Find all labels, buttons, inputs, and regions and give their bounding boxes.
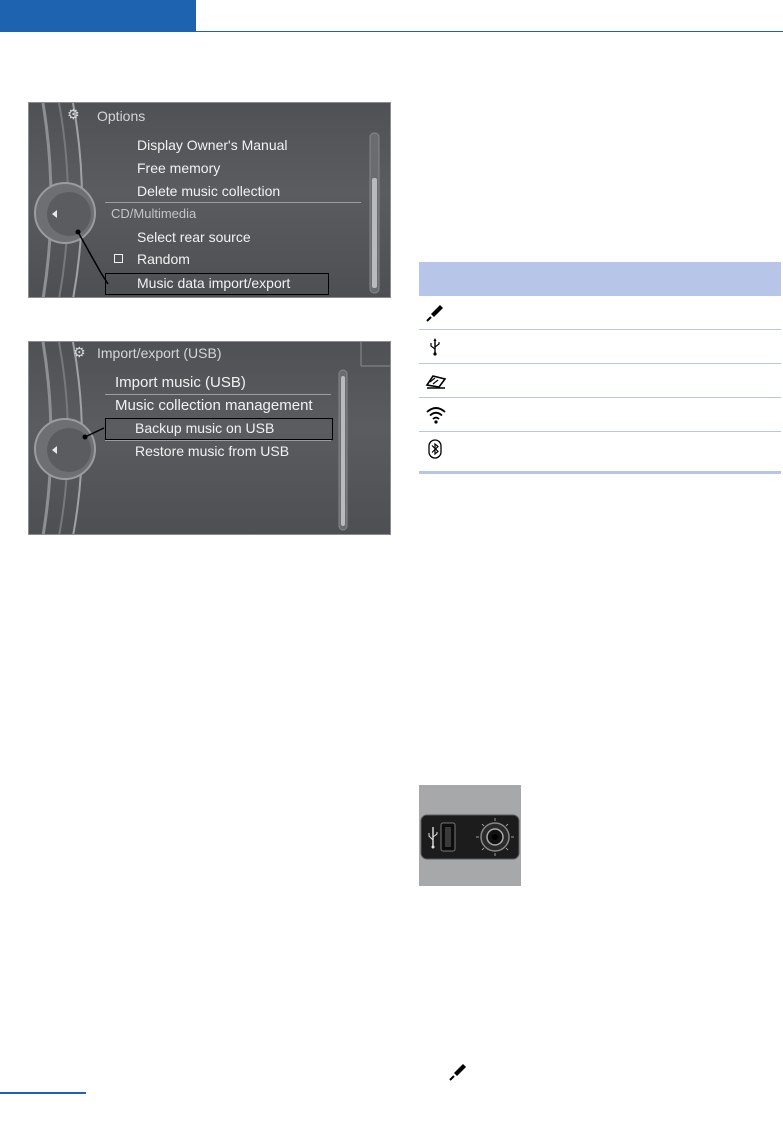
- menu-item-free-memory[interactable]: Free memory: [137, 160, 221, 176]
- import-export-screen: [28, 341, 391, 535]
- menu-separator: [105, 440, 331, 441]
- cd-dvd-icon: [425, 371, 447, 391]
- menu-separator: [105, 394, 331, 395]
- usb-icon: [425, 337, 445, 357]
- header-accent-block: [0, 0, 196, 32]
- bluetooth-icon: [425, 439, 445, 459]
- menu-item-random[interactable]: Random: [137, 251, 190, 267]
- footer-rule: [0, 1092, 86, 1094]
- table-row: [419, 296, 781, 330]
- table-row: [419, 432, 781, 466]
- options-icon: ⚙: [73, 345, 86, 361]
- menu-item-delete-music-collection[interactable]: Delete music collection: [137, 183, 281, 199]
- audio-jack-icon: [425, 303, 445, 323]
- table-row: [419, 364, 781, 398]
- menu-item-backup-music-on-usb[interactable]: Backup music on USB: [135, 420, 275, 436]
- menu-item-restore-music-from-usb[interactable]: Restore music from USB: [135, 443, 290, 459]
- table-bottom-rule: [419, 471, 781, 474]
- menu-separator: [105, 202, 361, 203]
- header-rule: [196, 31, 783, 32]
- screen-title: Options: [97, 108, 146, 124]
- section-label-cd-multimedia: CD/Multimedia: [111, 206, 197, 221]
- table-row: [419, 330, 781, 364]
- menu-item-music-collection-management[interactable]: Music collection management: [115, 397, 313, 414]
- random-checkbox[interactable]: [114, 254, 123, 263]
- table-row: [419, 398, 781, 432]
- options-screen: [28, 102, 391, 298]
- usb-aux-port-illustration: [419, 785, 521, 886]
- audio-jack-icon: [448, 1062, 468, 1082]
- wifi-icon: [425, 405, 447, 425]
- usb-aux-port-photo: [419, 785, 521, 886]
- menu-item-music-data-import-export[interactable]: Music data import/export: [137, 275, 291, 291]
- controller-arc: [29, 103, 391, 298]
- menu-item-select-rear-source[interactable]: Select rear source: [137, 229, 251, 245]
- options-icon: ⚙: [67, 107, 80, 123]
- screen-title: Import/export (USB): [97, 345, 222, 361]
- menu-item-display-owners-manual[interactable]: Display Owner's Manual: [137, 137, 288, 153]
- menu-item-import-music-usb[interactable]: Import music (USB): [115, 374, 246, 391]
- table-header: [419, 262, 781, 296]
